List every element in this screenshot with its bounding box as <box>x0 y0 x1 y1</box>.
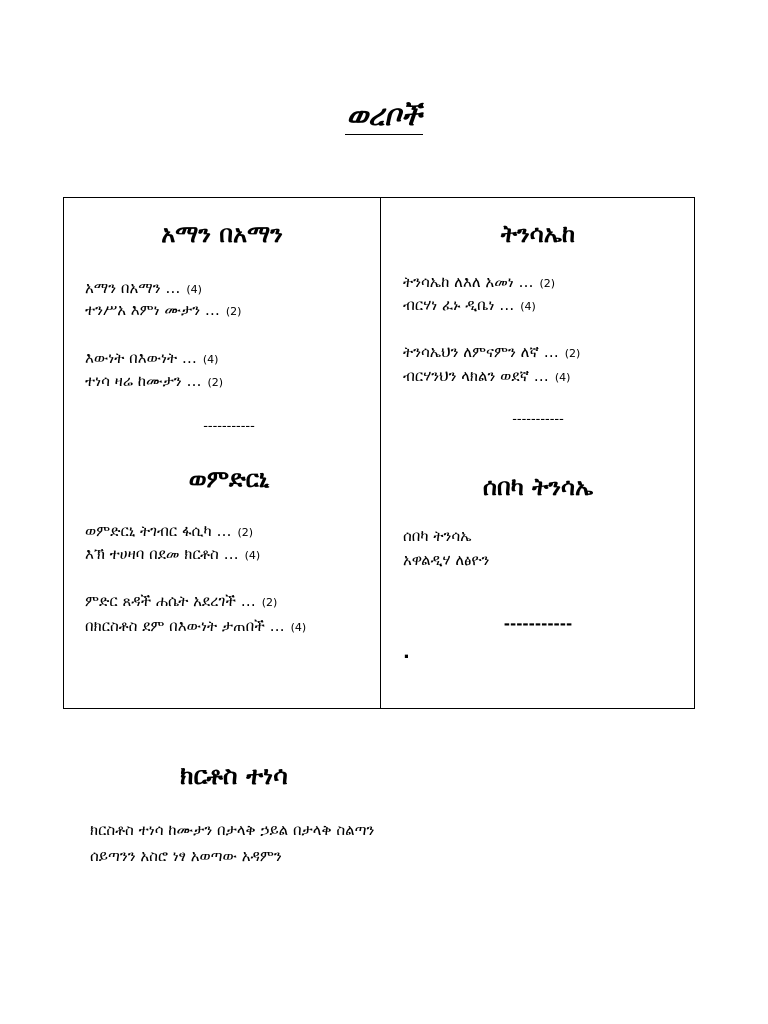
left-section1-line <box>85 348 218 370</box>
line-text: ትንሳኤከ ለእለ አመነ … <box>403 273 534 291</box>
page-title <box>0 98 768 135</box>
repeat-count: (4) <box>290 621 307 634</box>
line-text: አማን በአማን … <box>85 279 181 297</box>
right-section1-line <box>403 366 570 388</box>
right-section2-line <box>403 550 489 570</box>
left-section2-line <box>85 544 260 566</box>
song-grid <box>63 197 695 709</box>
repeat-count: (4) <box>520 300 536 313</box>
trailing-mark: . <box>403 642 410 663</box>
line-text: እኽ ተሀዛባ በደመ ክርቶስ … <box>85 545 239 563</box>
left-section1-separator: ----------- <box>203 419 255 434</box>
line-text: ምድር ጸዳች ሐሴት አደረገች … <box>85 592 256 610</box>
line-text: አዋልዲሃ ለፅዮን <box>403 551 490 569</box>
left-section1-line <box>85 300 241 322</box>
line-text: ብርሃነ ፈኑ ዲቤነ … <box>403 296 515 314</box>
line-text: ትንሳኤህን ለምናምን ለኛ … <box>403 343 559 361</box>
left-section2-line <box>85 591 277 613</box>
right-section2-line <box>403 526 471 546</box>
left-section1-line <box>85 371 223 393</box>
left-section2-heading: ወምድርኒ <box>188 465 270 493</box>
repeat-count: (2) <box>225 305 242 318</box>
line-text: ሰበካ ትንሳኤ <box>403 527 472 545</box>
right-section1-line <box>403 342 580 364</box>
repeat-count: (2) <box>564 347 581 360</box>
left-section2-line <box>85 521 253 543</box>
line-text: እውነት በእውነት … <box>85 349 197 367</box>
repeat-count: (2) <box>261 596 278 609</box>
right-section1-line <box>403 295 536 317</box>
line-text: ወምድርኒ ትገብር ፋሲካ … <box>85 522 232 540</box>
bottom-heading: ክርቶስ ተነሳ <box>180 761 288 790</box>
right-section1-heading: ትንሳኤከ <box>500 220 576 248</box>
repeat-count: (4) <box>186 283 202 296</box>
repeat-count: (2) <box>237 526 254 539</box>
left-section1-line <box>85 278 202 300</box>
line-text: ብርሃንህን ላክልን ወደኛ … <box>403 367 549 385</box>
right-section1-line <box>403 272 555 294</box>
right-section2-heading: ሰበካ ትንሳኤ <box>482 473 594 501</box>
left-section1-heading: አማን በአማን <box>161 220 283 248</box>
right-section2-separator: ----------- <box>503 615 573 633</box>
repeat-count: (4) <box>554 371 571 384</box>
line-text: በክርስቶስ ደም በእውነት ታጠበች … <box>85 617 285 635</box>
repeat-count: (2) <box>539 277 556 290</box>
repeat-count: (2) <box>207 376 224 389</box>
repeat-count: (4) <box>202 353 219 366</box>
bottom-line: ክርስቶስ ተነሳ ከሙታን በታላቅ ኃይል በታላቅ ስልጣን <box>90 821 375 839</box>
page-title-text: ወረቦች <box>345 98 424 135</box>
line-text: ተነሳ ዛሬ ከሙታን … <box>85 372 202 390</box>
repeat-count: (4) <box>244 549 261 562</box>
right-section1-separator: ----------- <box>512 412 564 427</box>
line-text: ተንሥአ እምነ ሙታን … <box>85 301 220 319</box>
left-section2-line <box>85 616 306 638</box>
bottom-line: ሰይጣንን አስሮ ነፃ አወጣው አዳምን <box>90 847 282 865</box>
